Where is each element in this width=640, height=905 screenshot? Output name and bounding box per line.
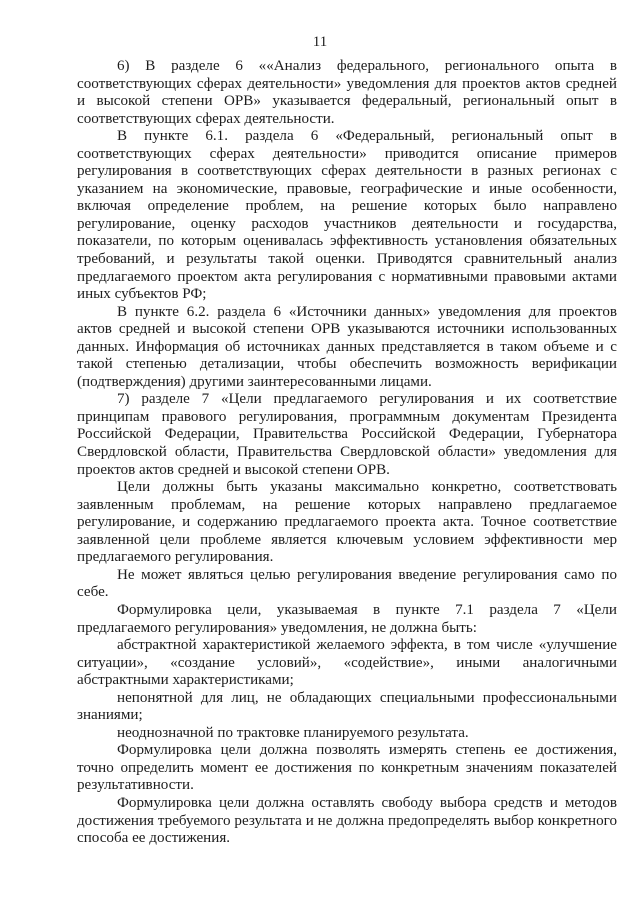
paragraph-goal-not-regulation: Не может являться целью регулирования введение регулирования само по себе.: [77, 566, 617, 601]
paragraph-goal-measurable: Формулировка цели должна позволять измерять степень ее достижения, точно определить момент ее достижения по конкретным значениям показателей результативности.: [77, 742, 617, 794]
list-item-abstract: абстрактной характеристикой желаемого эффекта, в том числе «улучшение ситуации», «создание условий», «содействие», иными аналогичными абстрактными характеристиками;: [77, 637, 617, 689]
list-item-incomprehensible: непонятной для лиц, не обладающих специальными профессиональными знаниями;: [77, 689, 617, 724]
paragraph-goal-freedom: Формулировка цели должна оставлять свободу выбора средств и методов достижения требуемого результата и не должна предопределять выбор конкретного способа ее достижения.: [77, 794, 617, 847]
page-number: 11: [312, 34, 328, 50]
paragraph-goal-wording-must-not: Формулировка цели, указываемая в пункте 7.1 раздела 7 «Цели предлагаемого регулирования» уведомления, не должна быть:: [77, 601, 617, 636]
paragraph-section-6-intro: 6) В разделе 6 ««Анализ федерального, регионального опыта в соответствующих сферах деятельности» уведомления для проектов актов средней и высокой степени ОРВ» указывается федеральный, региональный опыт в соответствующих сферах деятельности.: [77, 58, 617, 127]
paragraph-goals-specific: Цели должны быть указаны максимально конкретно, соответствовать заявленным проблемам, на решение которых направлено предлагаемое регулирование, и содержанию предлагаемого проекта акта. Точное соответствие заявленной цели проблеме является ключевым условием эффективности мер предлагаемого регулирования.: [77, 479, 617, 566]
list-item-ambiguous: неоднозначной по трактовке планируемого результата.: [117, 724, 469, 741]
page-body: [77, 58, 617, 848]
paragraph-clause-6-2: В пункте 6.2. раздела 6 «Источники данных» уведомления для проектов актов средней и высокой степени ОРВ указываются источники использованных данных. Информация об источниках данных представляется в таком объеме и с такой степенью детализации, чтобы обеспечить возможность верификации (подтверждения) другими заинтересованными лицами.: [77, 303, 617, 390]
paragraph-section-7-intro: 7) разделе 7 «Цели предлагаемого регулирования и их соответствие принципам правового регулирования, программным документам Президента Российской Федерации, Правительства Российской Федерации, Губернатора Свердловской области, Правительства Свердловской области» уведомления для проектов актов средней и высокой степени ОРВ.: [77, 391, 617, 478]
paragraph-clause-6-1: В пункте 6.1. раздела 6 «Федеральный, региональный опыт в соответствующих сферах деятельности» приводится описание примеров регулирования в соответствующих сферах деятельности в разных регионах с указанием на экономические, правовые, географические и иные особенности, включая определение проблем, на решение которых было направлено регулирование, оценку расходов участников деятельности и государства, показатели, по которым оценивалась эффективность установления обязательных требований, и результаты такой оценки. Приводятся сравнительный анализ предлагаемого проектом акта регулирования с нормативными правовыми актами иных субъектов РФ;: [77, 128, 617, 303]
